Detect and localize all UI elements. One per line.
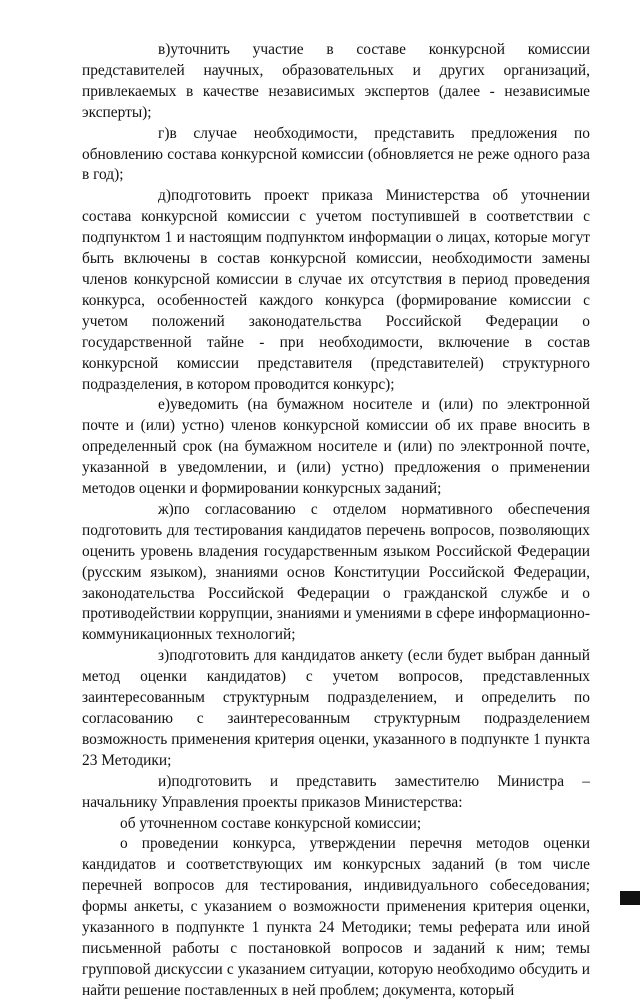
paragraph-e <box>82 395 590 500</box>
paragraph-contest <box>82 834 590 1001</box>
paragraph-text: уведомить (на бумажном носителе и (или) по электронной почте и (или) устно) членов конкурсной комиссии об их праве вносить в определенный срок (на бумажном носителе и (или) по электронной почте, указанной в уведомлении, и (или) устно) предложения о применении методов оценки и формировании конкурсных заданий; <box>82 396 590 498</box>
item-marker: е) <box>158 396 170 414</box>
paragraph-text: по согласованию с отделом нормативного обеспечения подготовить для тестирования кандидатов перечень вопросов, позволяющих оценить уровень владения государственным языком Российской Федерации (русским языком), знаниями основ Конституции Российской Федерации, законодательства Российской Федерации о гражданской службе и о противодействии коррупции, знаниями и умениями в сфере информационно-коммуникационных технологий; <box>82 500 590 644</box>
paragraph-text: подготовить и представить заместителю Министра – начальнику Управления проекты приказов Министерства: <box>82 772 590 811</box>
paragraph-text: о проведении конкурса, утверждении перечня методов оценки кандидатов и соответствующих им конкурсных заданий (в том числе перечней вопросов для тестирования, индивидуального собеседования; формы анкеты, с указанием о возможности применения критерия оценки, указанного в подпункте 1 пункта 24 Методики; темы реферата или иной письменной работы с постановкой вопросов и заданий к ним; темы групповой дискуссии с указанием ситуации, которую необходимо обсудить и найти решение поставленных в ней проблем; документа, который <box>82 835 590 999</box>
scan-corner-mark <box>620 891 640 905</box>
paragraph-zh <box>82 500 590 646</box>
paragraph-g <box>82 124 590 187</box>
item-marker: в) <box>158 41 171 58</box>
paragraph-text: об уточненном составе конкурсной комиссии; <box>120 814 422 832</box>
paragraph-text: в случае необходимости, представить предложения по обновлению состава конкурсной комиссии (обновляется не реже одного раза в год); <box>82 124 590 184</box>
paragraph-d <box>82 186 590 395</box>
item-marker: г) <box>158 124 170 142</box>
paragraph-text: подготовить для кандидатов анкету (если будет выбран данный метод оценки кандидатов) с учетом вопросов, представленных заинтересованным структурным подразделением, и определить по согласованию с заинтересованным структурным подразделением возможность применения критерия оценки, указанного в подпункте 1 пункта 23 Методики; <box>82 647 590 769</box>
document-body <box>82 40 590 1002</box>
paragraph-z <box>82 646 590 771</box>
paragraph-v <box>82 40 590 124</box>
paragraph-composition <box>82 814 590 835</box>
paragraph-text: подготовить проект приказа Министерства об уточнении состава конкурсной комиссии с учетом поступившей в соответствии с подпунктом 1 и настоящим подпунктом информации о лицах, которые могут быть включены в состав конкурсной комиссии, необходимости замены членов конкурсной комиссии в случае их отсутствия в период проведения конкурса, особенностей каждого конкурса (формирование комиссии с учетом положений законодательства Российской Федерации о государственной тайне - при необходимости, включение в состав конкурсной комиссии представителя (представителей) структурного подразделения, в котором проводится конкурс); <box>82 187 590 393</box>
item-marker: и) <box>158 772 172 790</box>
item-marker: д) <box>158 187 171 205</box>
item-marker: ж) <box>158 500 174 518</box>
paragraph-text: уточнить участие в составе конкурсной комиссии представителей научных, образовательных и других организаций, привлекаемых в качестве независимых экспертов (далее - независимые эксперты); <box>82 41 590 121</box>
paragraph-i <box>82 772 590 814</box>
item-marker: з) <box>158 647 170 665</box>
